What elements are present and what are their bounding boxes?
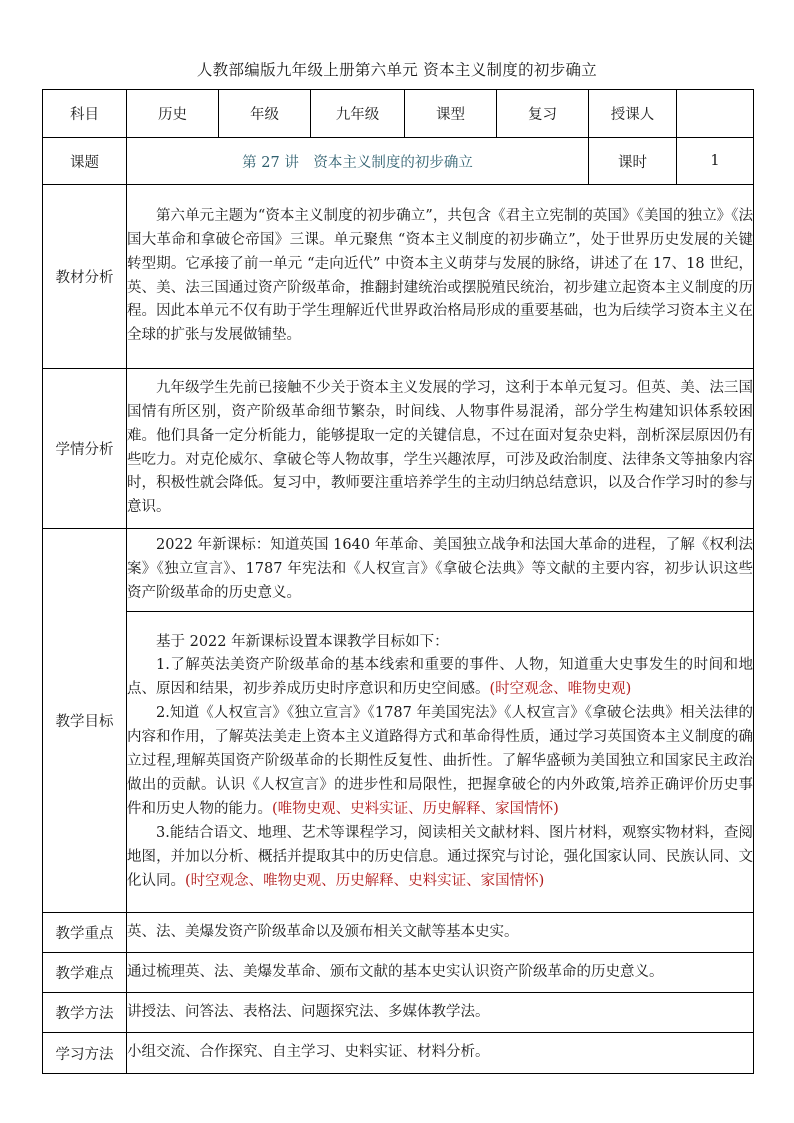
learner-analysis-row (43, 369, 754, 529)
objective-1-text: 1.了解英法美资产阶级革命的基本线索和重要的事件、人物，知道重大史事发生的时间和地点、原因和结果，初步养成历史时序意识和历史空间感。 (127, 657, 753, 698)
learning-methods-row (43, 1033, 754, 1074)
lesson-type-value: 复习 (497, 90, 589, 138)
grade-label: 年级 (219, 90, 311, 138)
learner-analysis-text: 九年级学生先前已接触不少关于资本主义发展的学习，这利于本单元复习。但英、美、法三国国情有所区别，资产阶级革命细节繁杂，时间线、人物事件易混淆，部分学生构建知识体系较困难。他们具备一定分析能力，能够提取一定的关键信息，不过在面对复杂史料，剖析深层原因仍有些吃力。对克伦威尔、拿破仑等人物故事，学生兴趣浓厚，可涉及政治制度、法律条文等抽象内容时，积极性就会降低。复习中，教师要注重培养学生的主动归纳总结意识，以及合作学习时的参与意识。 (127, 379, 753, 516)
teaching-methods-text: 讲授法、问答法、表格法、问题探究法、多媒体教学法。 (127, 993, 754, 1033)
objective-3-literacy-tag: (时空观念、唯物史观、历史解释、史料实证、家国情怀) (185, 872, 545, 889)
objective-3-text: 3.能结合语文、地理、艺术等课程学习，阅读相关文献材料、图片材料，观察实物材料，查阅地图，并加以分析、概括并提取其中的历史信息。通过探究与讨论，强化国家认同、民族认同、文化认同。 (127, 824, 753, 889)
objective-2-text: 2.知道《人权宣言》《独立宣言》《1787 年美国宪法》《人权宣言》《拿破仑法典》相关法律的内容和作用，了解英法美走上资本主义道路得方式和革命得性质，通过学习英国资本主义制度的确立过程,理解英国资产阶级革命的长期性反复性、曲折性。了解华盛顿为美国独立和国家民主政治做出的贡献。认识《人权宣言》的进步性和局限性，把握拿破仑的内外政策,培养正确评价历史事件和历史人物的能力。 (127, 705, 753, 817)
objective-2-literacy-tag: (唯物史观、史料实证、历史解释、家国情怀) (272, 800, 559, 817)
key-points-row (43, 913, 754, 953)
curriculum-standard-cell (127, 529, 754, 612)
learning-methods-text: 小组交流、合作探究、自主学习、史料实证、材料分析。 (127, 1033, 754, 1074)
learner-analysis-cell (127, 369, 754, 529)
key-points-text: 英、法、美爆发资产阶级革命以及颁布相关文献等基本史实。 (127, 913, 754, 953)
learner-analysis-label: 学情分析 (43, 369, 127, 529)
objective-item-3 (127, 822, 753, 894)
teacher-label: 授课人 (589, 90, 677, 138)
objectives-intro: 基于 2022 年新课标设置本课教学目标如下： (156, 633, 449, 650)
objective-item-2 (127, 702, 753, 822)
class-hours-value: 1 (677, 138, 754, 185)
difficulties-row (43, 953, 754, 993)
document-title: 人教部编版九年级上册第六单元 资本主义制度的初步确立 (196, 61, 598, 79)
objective-item-1 (127, 654, 753, 702)
difficulties-label: 教学难点 (43, 953, 127, 993)
difficulties-text: 通过梳理英、法、美爆发革命、颁布文献的基本史实认识资产阶级革命的历史意义。 (127, 953, 754, 993)
topic-row (43, 138, 754, 185)
subject-label: 科目 (43, 90, 127, 138)
topic-title: 第 27 讲 资本主义制度的初步确立 (127, 138, 589, 185)
lesson-type-label: 课型 (405, 90, 497, 138)
topic-label: 课题 (43, 138, 127, 185)
objectives-goals-cell (127, 612, 754, 913)
material-analysis-row (43, 185, 754, 369)
material-analysis-text: 第六单元主题为“资本主义制度的初步确立”，共包含《君主立宪制的英国》《美国的独立》《法国大革命和拿破仑帝国》三课。单元聚焦 “资本主义制度的初步确立”，处于世界历史发展的关键转型期。它承接了前一单元 “走向近代” 中资本主义萌芽与发展的脉络，讲述了在 17、18 世纪，英、美、法三国通过资产阶级革命，推翻封建统治或摆脱殖民统治，初步建立起资本主义制度的历程。因此本单元不仅有助于学生理解近代世界政治格局形成的重要基础，也为后续学习资本主义在全球的扩张与发展做铺垫。 (127, 207, 753, 344)
class-hours-label: 课时 (589, 138, 677, 185)
grade-value: 九年级 (311, 90, 405, 138)
key-points-label: 教学重点 (43, 913, 127, 953)
material-analysis-cell (127, 185, 754, 369)
learning-methods-label: 学习方法 (43, 1033, 127, 1074)
teaching-methods-label: 教学方法 (43, 993, 127, 1033)
subject-value: 历史 (127, 90, 219, 138)
material-analysis-label: 教材分析 (43, 185, 127, 369)
objectives-standard-row (43, 529, 754, 612)
objectives-goals-row (43, 612, 754, 913)
curriculum-standard-text: 2022 年新课标：知道英国 1640 年革命、美国独立战争和法国大革命的进程，了解《权利法案》《独立宣言》、1787 年宪法和《人权宣言》《拿破仑法典》等文献的主要内容，初步认识这些资产阶级革命的历史意义。 (127, 537, 753, 601)
lesson-plan-table (42, 89, 754, 1074)
objectives-label: 教学目标 (43, 529, 127, 913)
teaching-methods-row (43, 993, 754, 1033)
teacher-value (677, 90, 754, 138)
objective-1-literacy-tag: (时空观念、唯物史观) (489, 681, 632, 698)
header-row (43, 90, 754, 138)
